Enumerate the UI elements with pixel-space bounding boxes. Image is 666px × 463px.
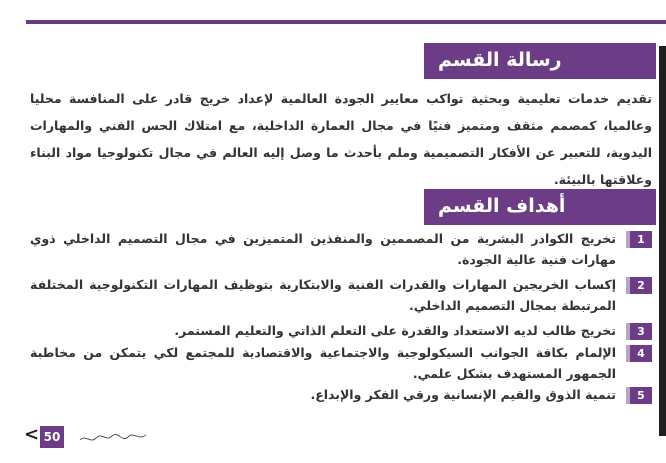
- list-item: [30, 384, 652, 408]
- list-item: [30, 228, 652, 274]
- goal-number: 3: [630, 323, 652, 340]
- chevron-left-icon[interactable]: <: [24, 424, 40, 445]
- goals-title: أهداف القسم: [438, 195, 566, 217]
- goal-number: 2: [630, 277, 652, 294]
- mission-paragraph: تقديم خدمات تعليمية وبحثية تواكب معايير الجودة العالمية لإعداد خريج قادر على المنافسة محليا وعالميا، كمصمم مثقف ومتميز فنيًا في مجال العمارة الداخلية، مع امتلاك الحس الفني والمهارات اليدوية، للتعبير عن الأفكار التصميمية وملم بأحدث ما وصل إليه العالم في مجال تكنولوجيا مواد البناء وعلاقتها بالبيئة.: [30, 91, 652, 187]
- goal-number: 5: [630, 387, 652, 404]
- goal-text: إكساب الخريجين المهارات والقدرات الفنية والابتكارية بتوظيف المهارات التكنولوجية المختلفة المرتبطة بمجال التصميم الداخلي.: [30, 277, 616, 313]
- goal-text: تنمية الذوق والقيم الإنسانية ورقي الفكر والإبداع.: [310, 387, 616, 402]
- goals-list: [30, 228, 652, 408]
- mission-heading-underline: [424, 76, 656, 79]
- list-item: [30, 342, 652, 384]
- goal-number: 4: [630, 345, 652, 362]
- list-item: [30, 274, 652, 320]
- goals-heading-underline: [424, 222, 656, 225]
- goal-text: الإلمام بكافة الجوانب السيكولوجية والاجتماعية والاقتصادية للمجتمع لكي يتمكن من مخاطبة الجمهور المستهدف بشكل علمي.: [30, 345, 616, 381]
- mission-title: رسالة القسم: [438, 49, 562, 71]
- goal-text: تخريج الكوادر البشرية من المصممين والمنفذين المتميزين في مجال التصميم الداخلي ذوي مهارات فنية عالية الجودة.: [30, 231, 616, 267]
- page-number: 50: [40, 426, 64, 448]
- signature-logo-icon: [78, 430, 148, 446]
- page-edge-bar: [659, 46, 666, 436]
- goals-heading: [424, 189, 656, 223]
- list-item: [30, 320, 652, 342]
- goal-text: تخريج طالب لديه الاستعداد والقدرة على التعلم الذاتي والتعليم المستمر.: [174, 323, 616, 338]
- top-divider: [26, 20, 666, 24]
- mission-heading: [424, 43, 656, 77]
- goal-number: 1: [630, 231, 652, 248]
